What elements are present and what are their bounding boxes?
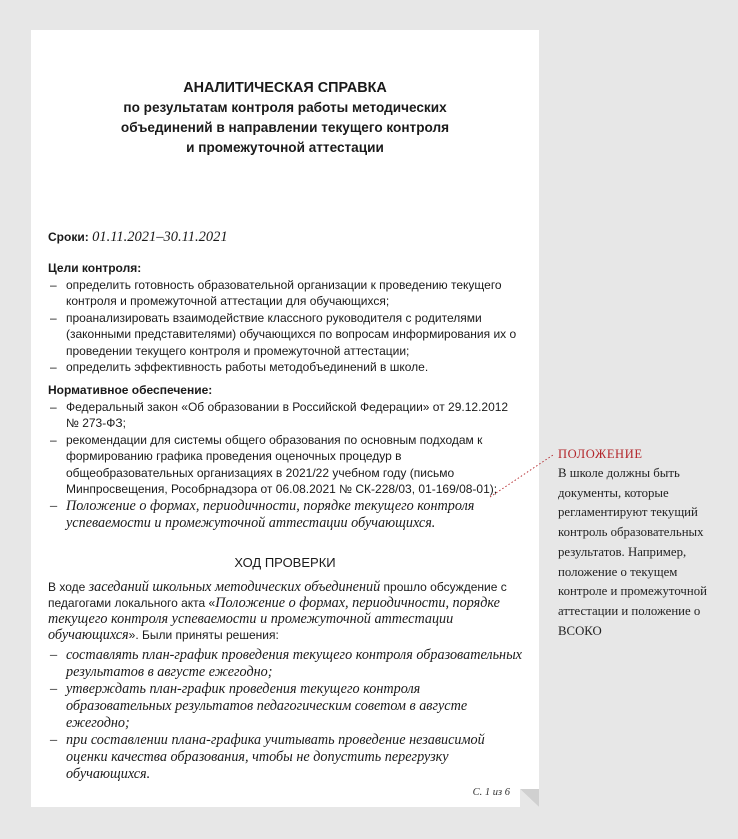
intro-text-3: прошло обсуждение с педагогами локального акта «: [48, 580, 507, 610]
progress-heading: ХОД ПРОВЕРКИ: [234, 555, 336, 570]
sidenote-title: ПОЛОЖЕНИЕ: [558, 447, 643, 461]
title-line-1: АНАЛИТИЧЕСКАЯ СПРАВКА: [183, 80, 387, 96]
intro-text-1: В ходе: [48, 580, 89, 594]
title-line-4: и промежуточной аттестации: [186, 140, 384, 155]
goals-heading: Цели контроля:: [48, 261, 142, 275]
title-line-2: по результатам контроля работы методических: [123, 100, 447, 115]
normative-heading: Нормативное обеспечение:: [48, 383, 213, 397]
list-item: – Положение о формах, периодичности, порядке текущего контроля успеваемости и промежуточной аттестации обучающихся.: [48, 498, 523, 532]
intro-text-2: заседаний школьных методических объединений: [88, 579, 381, 595]
page-number: С. 1 из 6: [472, 787, 510, 798]
terms-value: 01.11.2021–30.11.2021: [92, 229, 228, 245]
list-item: – определить эффективность работы методобъединений в школе.: [48, 359, 523, 376]
list-item: – проанализировать взаимодействие классного руководителя с родителями (законными представителями) обучающихся по вопросам информирования их о проведении текущего контроля и промежуточной аттестации;: [48, 310, 523, 360]
intro-text-5: ». Были приняты решения:: [128, 628, 279, 642]
list-item: – Федеральный закон «Об образовании в Российской Федерации» от 29.12.2012 № 273-ФЗ;: [48, 399, 523, 432]
list-item: – при составлении плана-графика учитывать проведение независимой оценки качества образования, чтобы не допустить перегрузку обучающихся.: [48, 732, 522, 783]
list-item: – рекомендации для системы общего образования по основным подходам к формированию графика проведения оценочных процедур в общеобразовательных организациях в 2021/22 учебном году (письмо Минпросвещения, Рособрнадзора от 06.08.2021 № СК-228/03, 01-169/08-01);: [48, 432, 523, 498]
terms-label: Сроки:: [48, 230, 89, 244]
list-item: – определить готовность образовательной организации к проведению текущего контроля и промежуточной аттестации для обучающихся;: [48, 277, 523, 310]
title-line-3: объединений в направлении текущего контроля: [120, 120, 450, 135]
list-item: – составлять план-график проведения текущего контроля образовательных результатов в августе ежегодно;: [48, 647, 522, 681]
intro-text-4: Положение о формах, периодичности, порядке текущего контроля успеваемости и промежуточной аттестации обучающихся: [48, 595, 500, 643]
list-item: – утверждать план-график проведения текущего контроля образовательных результатов педагогическим советом в августе ежегодно;: [48, 681, 522, 732]
sidenote-text: В школе должны быть документы, которые регламентируют текущий контроль образовательных результатов. Например, положение о текущем контроле и промежуточной аттестации и положение о ВСОКО: [558, 466, 707, 638]
